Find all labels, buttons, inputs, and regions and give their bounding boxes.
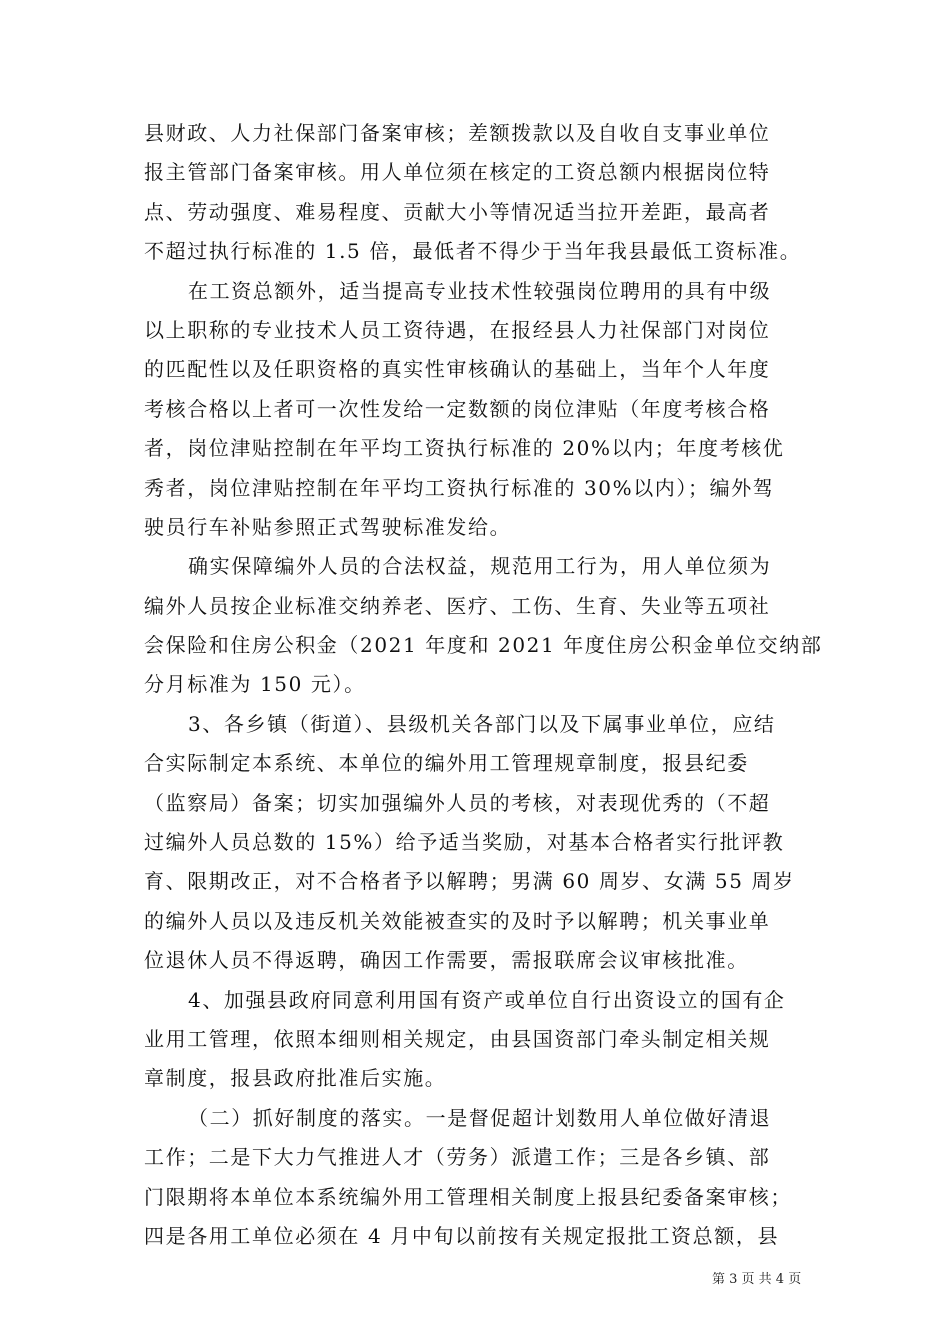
text-line: 合实际制定本系统、本单位的编外用工管理规章制度，报县纪委 <box>144 751 749 776</box>
text-line: 以上职称的专业技术人员工资待遇，在报经县人力社保部门对岗位 <box>144 317 771 342</box>
paragraph-start-line: 3、各乡镇（街道）、县级机关各部门以及下属事业单位，应结 <box>188 711 776 736</box>
text-line: 点、劳动强度、难易程度、贡献大小等情况适当拉开差距，最高者 <box>144 199 771 224</box>
text-line: （监察局）备案；切实加强编外人员的考核，对表现优秀的（不超 <box>144 790 771 815</box>
page-number: 第 3 页 共 4 页 <box>712 1272 802 1287</box>
text-line: 章制度，报县政府批准后实施。 <box>144 1066 447 1091</box>
text-line: 会保险和住房公积金（2021 年度和 2021 年度住房公积金单位交纳部 <box>144 633 823 658</box>
text-line: 门限期将本单位本系统编外用工管理相关制度上报县纪委备案审核； <box>144 1184 792 1209</box>
text-line: 报主管部门备案审核。用人单位须在核定的工资总额内根据岗位特 <box>144 160 771 185</box>
paragraph-start-line: 确实保障编外人员的合法权益，规范用工行为，用人单位须为 <box>188 554 772 579</box>
text-line: 秀者，岗位津贴控制在年平均工资执行标准的 30%以内）；编外驾 <box>144 475 775 500</box>
paragraph-start-line: 4、加强县政府同意利用国有资产或单位自行出资设立的国有企 <box>188 987 786 1012</box>
text-line: 过编外人员总数的 15%）给予适当奖励，对基本合格者实行批评教 <box>144 830 785 855</box>
paragraph-start-line: 在工资总额外，适当提高专业技术性较强岗位聘用的具有中级 <box>188 278 772 303</box>
text-line: 县财政、人力社保部门备案审核；差额拨款以及自收自支事业单位 <box>144 121 771 145</box>
text-line: 分月标准为 150 元）。 <box>144 672 366 697</box>
text-line: 编外人员按企业标准交纳养老、医疗、工伤、生育、失业等五项社 <box>144 593 771 618</box>
text-line: 驶员行车补贴参照正式驾驶标准发给。 <box>144 514 512 539</box>
text-line: 育、限期改正，对不合格者予以解聘；男满 60 周岁、女满 55 周岁 <box>144 869 795 894</box>
document-body <box>144 114 823 1256</box>
paragraph-start-line: （二）抓好制度的落实。一是督促超计划数用人单位做好清退 <box>188 1105 772 1130</box>
text-line: 的匹配性以及任职资格的真实性审核确认的基础上，当年个人年度 <box>144 357 771 382</box>
text-line: 业用工管理，依照本细则相关规定，由县国资部门牵头制定相关规 <box>144 1026 771 1051</box>
text-line: 不超过执行标准的 1.5 倍，最低者不得少于当年我县最低工资标准。 <box>144 239 802 264</box>
text-line: 四是各用工单位必须在 4 月中旬以前按有关规定报批工资总额，县 <box>144 1223 780 1248</box>
text-line: 位退休人员不得返聘，确因工作需要，需报联席会议审核批准。 <box>144 948 749 973</box>
text-line: 工作；二是下大力气推进人才（劳务）派遣工作；三是各乡镇、部 <box>144 1145 771 1170</box>
text-line: 考核合格以上者可一次性发给一定数额的岗位津贴（年度考核合格 <box>144 396 771 421</box>
text-line: 者，岗位津贴控制在年平均工资执行标准的 20%以内；年度考核优 <box>144 436 785 461</box>
text-line: 的编外人员以及违反机关效能被查实的及时予以解聘；机关事业单 <box>144 908 771 933</box>
